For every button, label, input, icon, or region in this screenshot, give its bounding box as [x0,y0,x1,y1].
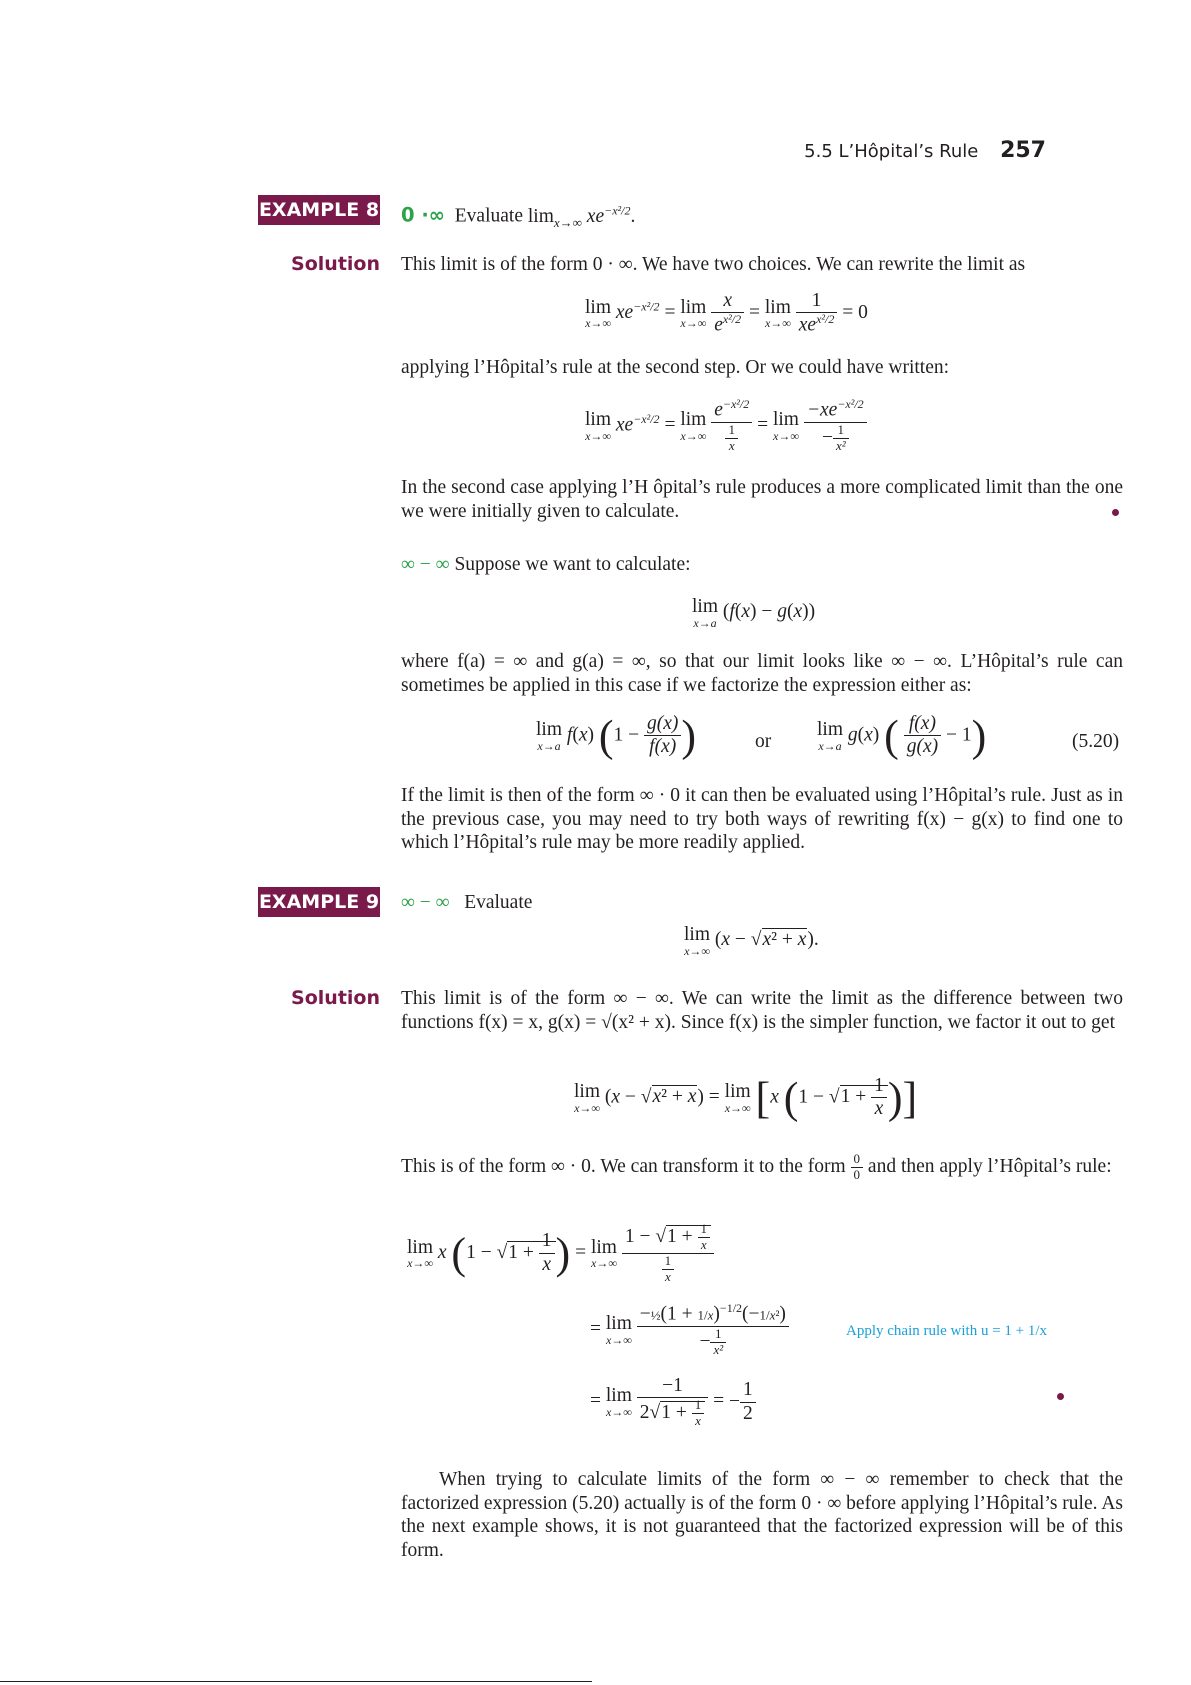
equation-step-2: = lim x→∞ −½(1 + 1/x)$^{-1/2}$(−1/x²) − $\frac{1}{\text{x²}}$ [590,1302,789,1358]
example-8-statement: 0 ·∞ Evaluate $\lim_{x\to\infty} xe^{-x^2/2}$. [401,203,636,230]
sol8-paragraph-2: applying l’Hôpital’s rule at the second step. Or we could have written: [401,357,950,378]
example-9-prompt: Evaluate [464,892,533,913]
inf-minus-inf-tag: ∞ − ∞ [401,554,450,575]
equation-step-3: = lim x→∞ −1 2√1 + $\frac{1}{x}$ = − $\frac{1}{2}$ [590,1375,756,1429]
section-title: 5.5 L’Hôpital’s Rule [804,141,979,162]
chain-rule-annotation: Apply chain rule with u = 1 + 1/x [846,1323,1048,1339]
sol9-paragraph-1: This limit is of the form ∞ − ∞. We can write the limit as the difference between two functions f(x) = x, g(x) = √(x² + x). Since f(x) is the simpler function, we factor it out to get [401,988,1123,1033]
inf-minus-inf-where: where f(a) = ∞ and g(a) = ∞, so that our limit looks like ∞ − ∞. L’Hôpital’s rule can sometimes be applied in this case if we factorize the expression either as: [401,651,1123,696]
equation-number: (5.20) [1072,731,1120,752]
sol9-paragraph-2: This is of the form ∞ · 0. We can transform it to the form $\frac{0}{0}$ and then apply l’Hôpital’s rule: [401,1151,1112,1182]
equation-step-1: lim x→∞ x (1 − √1 + $\frac{1}{x}$ ) = lim x→∞ 1 − √1 + $\frac{1}{x}$ $\frac{1}{x}$ [407,1222,714,1285]
example-9-statement [401,891,1123,915]
page-number: 257 [1000,138,1046,163]
equation-limit-rewrite-1: lim x→∞ $xe^{-x^2/2}$ = lim x→∞ $\frac{x}{e^{x^2/2}}$ = lim x→∞ $\frac{1}{xe^{x^2/2}}$ = 0 [585,290,868,336]
solution-label: Solution [291,253,380,275]
running-header [804,138,1046,163]
example-9-badge: EXAMPLE 9 [258,887,380,917]
closing-paragraph: When trying to calculate limits of the form ∞ − ∞ remember to check that the factorized expression (5.20) actually is of the form 0 · ∞ before applying l’Hôpital’s rule. As the next example shows, it is not guaranteed that the factorized expression will be of this form. [401,1469,1123,1561]
equation-limit-rewrite-2: lim x→∞ $xe^{-x^2/2}$ = lim x→∞ $\frac{e^{-x^2/2}}{\frac{1}{x}}$ = lim x→∞ $-xe^{-x^2/2}$ − $\frac{1}{\text{x²}}$ [585,398,867,454]
equation-factorization-1: lim x→a f(x) (1 − $\frac{g(x)}{f(x)}$ ) [536,711,697,761]
end-of-example-mark [1057,1393,1064,1400]
final-result: − $\frac{1}{2}$ [729,1391,756,1412]
sol8-paragraph-3: In the second case applying l’H ôpital’s rule produces a more complicated limit than the one we were initially given to calculate. [401,477,1123,522]
inf-minus-inf-intro-text: Suppose we want to calculate: [454,554,691,575]
form-tag: ∞ − ∞ [401,892,450,913]
footer-rule [0,1681,592,1682]
end-of-example-mark [1112,509,1119,516]
solution-label: Solution [291,987,380,1009]
inf-minus-inf-after: If the limit is then of the form ∞ · 0 it can then be evaluated using l’Hôpital’s rule. Just as in the previous case, you may need to try both ways of rewriting f(x) − g(x) to find one to which l’Hôpital’s rule may be more readily applied. [401,785,1123,853]
equation-factorization-2: lim x→a g(x) ( $\frac{f(x)}{g(x)}$ − 1) [817,711,987,761]
example-8-badge: EXAMPLE 8 [258,195,380,225]
inf-minus-inf-intro [401,553,1123,577]
equation-factor-out-x: lim x→∞ (x − √x² + x) = lim x→∞ [x (1 − √1 + $\frac{1}{x}$ )] [574,1073,918,1123]
sol9-paragraph-2a: This is of the form ∞ · 0. We can transform it to the form [401,1155,846,1177]
equation-limit-f-minus-g: lim x→a (f(x) − g(x)) [692,596,816,630]
equation-example-9: lim x→∞ (x − √x² + x). [684,924,819,958]
sol8-paragraph-1: This limit is of the form 0 · ∞. We have two choices. We can rewrite the limit as [401,254,1026,275]
example-8-prompt: Evaluate [454,205,523,227]
sol9-paragraph-2b: and then apply l’Hôpital’s rule: [867,1155,1112,1177]
form-tag: 0 ·∞ [401,203,446,227]
or-word: or [755,731,772,752]
